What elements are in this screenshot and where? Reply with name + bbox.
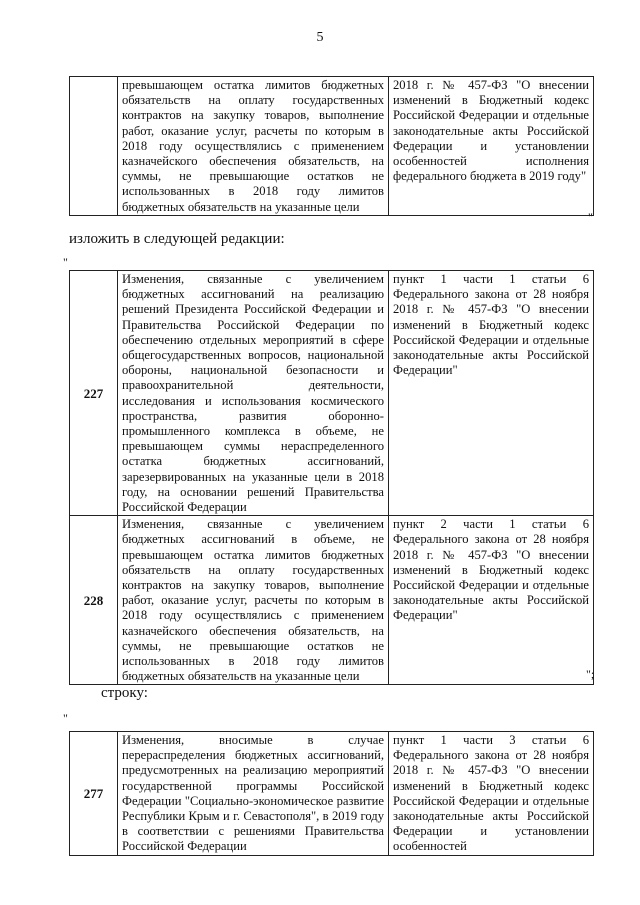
row-number-cell: 277 — [70, 732, 118, 856]
row-number-cell: 227 — [70, 271, 118, 516]
table-row — [70, 516, 594, 685]
row-number-cell: 228 — [70, 516, 118, 685]
table-row — [70, 77, 594, 216]
closing-quote: "; — [586, 667, 595, 681]
table-row — [70, 732, 594, 856]
table-fragment-top — [69, 76, 594, 216]
description-cell: Изменения, связанные с увеличением бюджетных ассигнований в объеме, не превышающем остатка лимитов бюджетных обязательств на оплату государственных контрактов на закупку товаров, выполнение работ, оказание услуг, расчеты по которым в 2018 году осуществлялись с применением казначейского обеспечения обязательств, на суммы, не превышающие остатков не использованных в 2018 году лимитов бюджетных обязательств на указанные цели — [118, 516, 389, 685]
table-fragment-bottom — [69, 731, 594, 856]
legal-basis-cell: пункт 1 части 1 статьи 6 Федерального закона от 28 ноября 2018 г. № 457-ФЗ "О внесении изменений в Бюджетный кодекс Российской Федерации и отдельные законодательные акты Российской Федерации" — [389, 271, 594, 516]
instruction-text: изложить в следующей редакции: — [69, 231, 285, 247]
description-cell: превышающем остатка лимитов бюджетных обязательств на оплату государственных контрактов на закупку товаров, выполнение работ, оказание услуг, расчеты по которым в 2018 году осуществлялись с применением казначейского обеспечения обязательств, на суммы, не превышающие остатков не использованных в 2018 году лимитов бюджетных обязательств на указанные цели — [118, 77, 389, 216]
page-number: 5 — [316, 30, 324, 45]
table-new-edition — [69, 270, 594, 685]
opening-quote: " — [63, 255, 68, 269]
description-cell: Изменения, связанные с увеличением бюджетных ассигнований на реализацию решений Президента Российской Федерации и Правительства Российской Федерации по обеспечению отдельных мероприятий в сфере общегосударственных вопросов, национальной обороны, национальной безопасности и правоохранительной деятельности, исследования и использования космического пространства, развития оборонно-промышленного комплекса в объеме, не превышающем суммы нераспределенного остатка бюджетных ассигнований, зарезервированных на указанные цели в 2018 году, на основании решений Правительства Российской Федерации — [118, 271, 389, 516]
legal-basis-cell: пункт 2 части 1 статьи 6 Федерального закона от 28 ноября 2018 г. № 457-ФЗ "О внесении изменений в Бюджетный кодекс Российской Федерации и отдельные законодательные акты Российской Федерации" — [389, 516, 594, 685]
table-row — [70, 271, 594, 516]
instruction-text: строку: — [101, 685, 148, 701]
opening-quote: " — [63, 711, 68, 725]
legal-basis-cell: 2018 г. № 457-ФЗ "О внесении изменений в Бюджетный кодекс Российской Федерации и отдельные законодательные акты Российской Федерации и установлении особенностей исполнения федерального бюджета в 2019 году" — [389, 77, 594, 216]
description-cell: Изменения, вносимые в случае перераспределения бюджетных ассигнований, предусмотренных на реализацию мероприятий государственной программы Российской Федерации "Социально-экономическое развитие Республики Крым и г. Севастополя", в 2019 году в соответствии с решениями Правительства Российской Федерации — [118, 732, 389, 856]
legal-basis-cell: пункт 1 части 3 статьи 6 Федерального закона от 28 ноября 2018 г. № 457-ФЗ "О внесении изменений в Бюджетный кодекс Российской Федерации и отдельные законодательные акты Российской Федерации и установлении особенностей — [389, 732, 594, 856]
closing-quote: " — [588, 210, 593, 224]
row-number-cell — [70, 77, 118, 216]
